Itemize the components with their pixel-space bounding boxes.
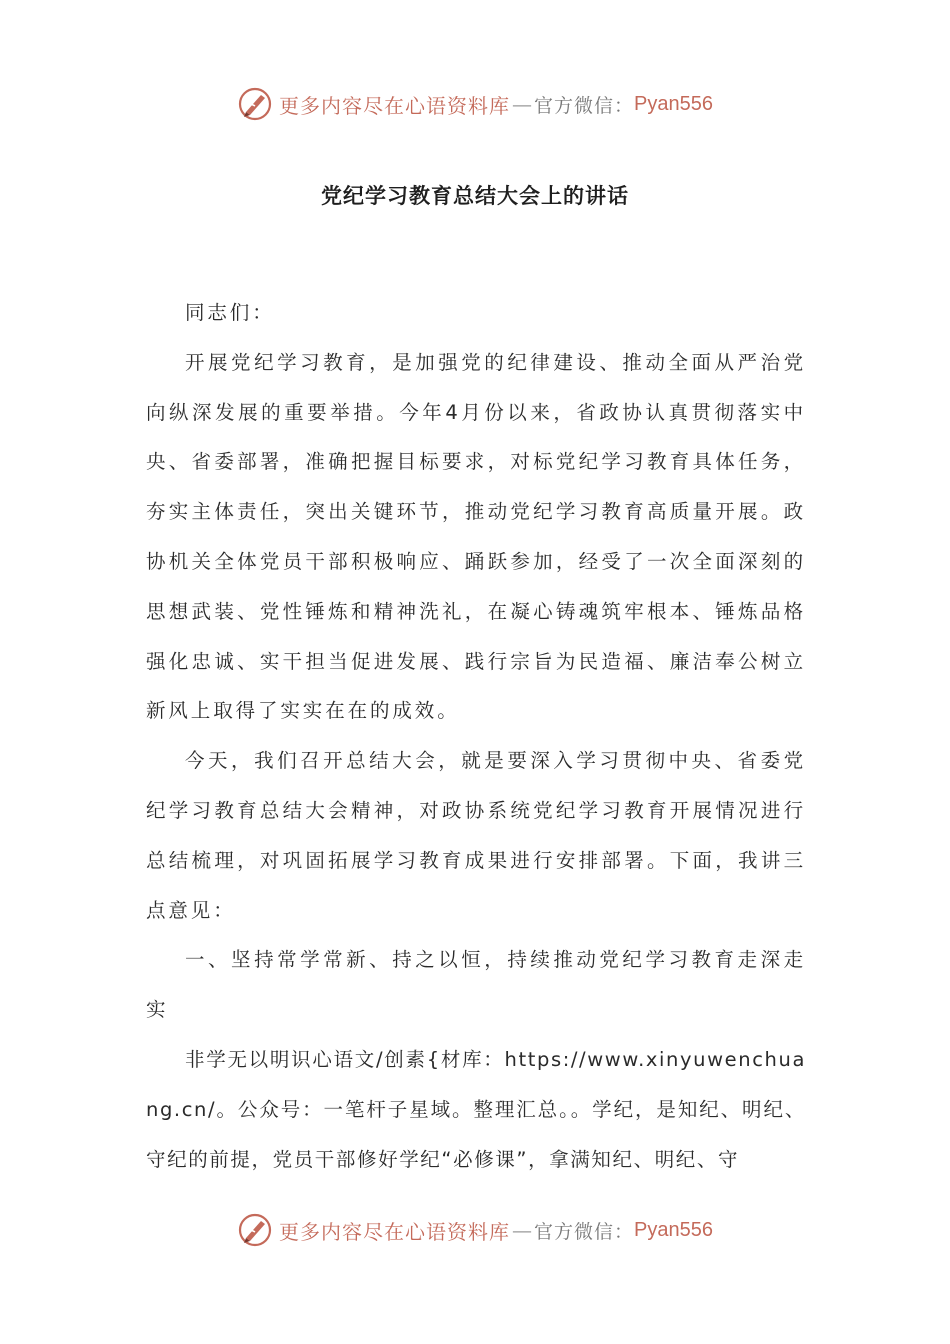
pen-logo-icon xyxy=(237,86,273,122)
paragraph-study: 非学无以明识心语文/创素{材库：https://www.xinyuwenchuang.cn/。公众号：一笔杆子星域。整理汇总。。学纪，是知纪、明纪、守纪的前提，党员干部修好学纪“必修课”，拿满知纪、明纪、守 xyxy=(146,1047,806,1171)
banner-contact-label: 官方微信： xyxy=(534,94,635,117)
banner-separator: — xyxy=(512,92,532,116)
pen-logo-icon xyxy=(237,1212,273,1248)
banner-text: 更多内容尽在心语资料库 xyxy=(279,93,510,118)
banner-contact-id: Pyan556 xyxy=(634,1218,713,1241)
document-title: 党纪学习教育总结大会上的讲话 xyxy=(321,184,629,208)
banner-separator: — xyxy=(512,1218,532,1242)
banner-contact-label: 官方微信： xyxy=(534,1220,635,1243)
salutation: 同志们： xyxy=(185,301,275,324)
banner-contact-id: Pyan556 xyxy=(634,92,713,115)
footer-watermark-banner xyxy=(0,1208,950,1252)
header-watermark-banner xyxy=(0,82,950,126)
document-body xyxy=(146,288,806,1184)
paragraph-intro: 开展党纪学习教育，是加强党的纪律建设、推动全面从严治党向纵深发展的重要举措。今年4月份以来，省政协认真贯彻落实中央、省委部署，准确把握目标要求，对标党纪学习教育具体任务，夯实主体责任，突出关键环节，推动党纪学习教育高质量开展。政协机关全体党员干部积极响应、踊跃参加，经受了一次全面深刻的思想武装、党性锤炼和精神洗礼，在凝心铸魂筑牢根本、锤炼品格强化忠诚、实干担当促进发展、践行宗旨为民造福、廉洁奉公树立新风上取得了实实在在的成效。 xyxy=(146,350,806,723)
section-heading-1: 一、坚持常学常新、持之以恒，持续推动党纪学习教育走深走实 xyxy=(146,948,806,1022)
paragraph-meeting: 今天，我们召开总结大会，就是要深入学习贯彻中央、省委党纪学习教育总结大会精神，对政协系统党纪学习教育开展情况进行总结梳理，对巩固拓展学习教育成果进行安排部署。下面，我讲三点意见： xyxy=(146,749,806,922)
banner-text: 更多内容尽在心语资料库 xyxy=(279,1219,510,1244)
